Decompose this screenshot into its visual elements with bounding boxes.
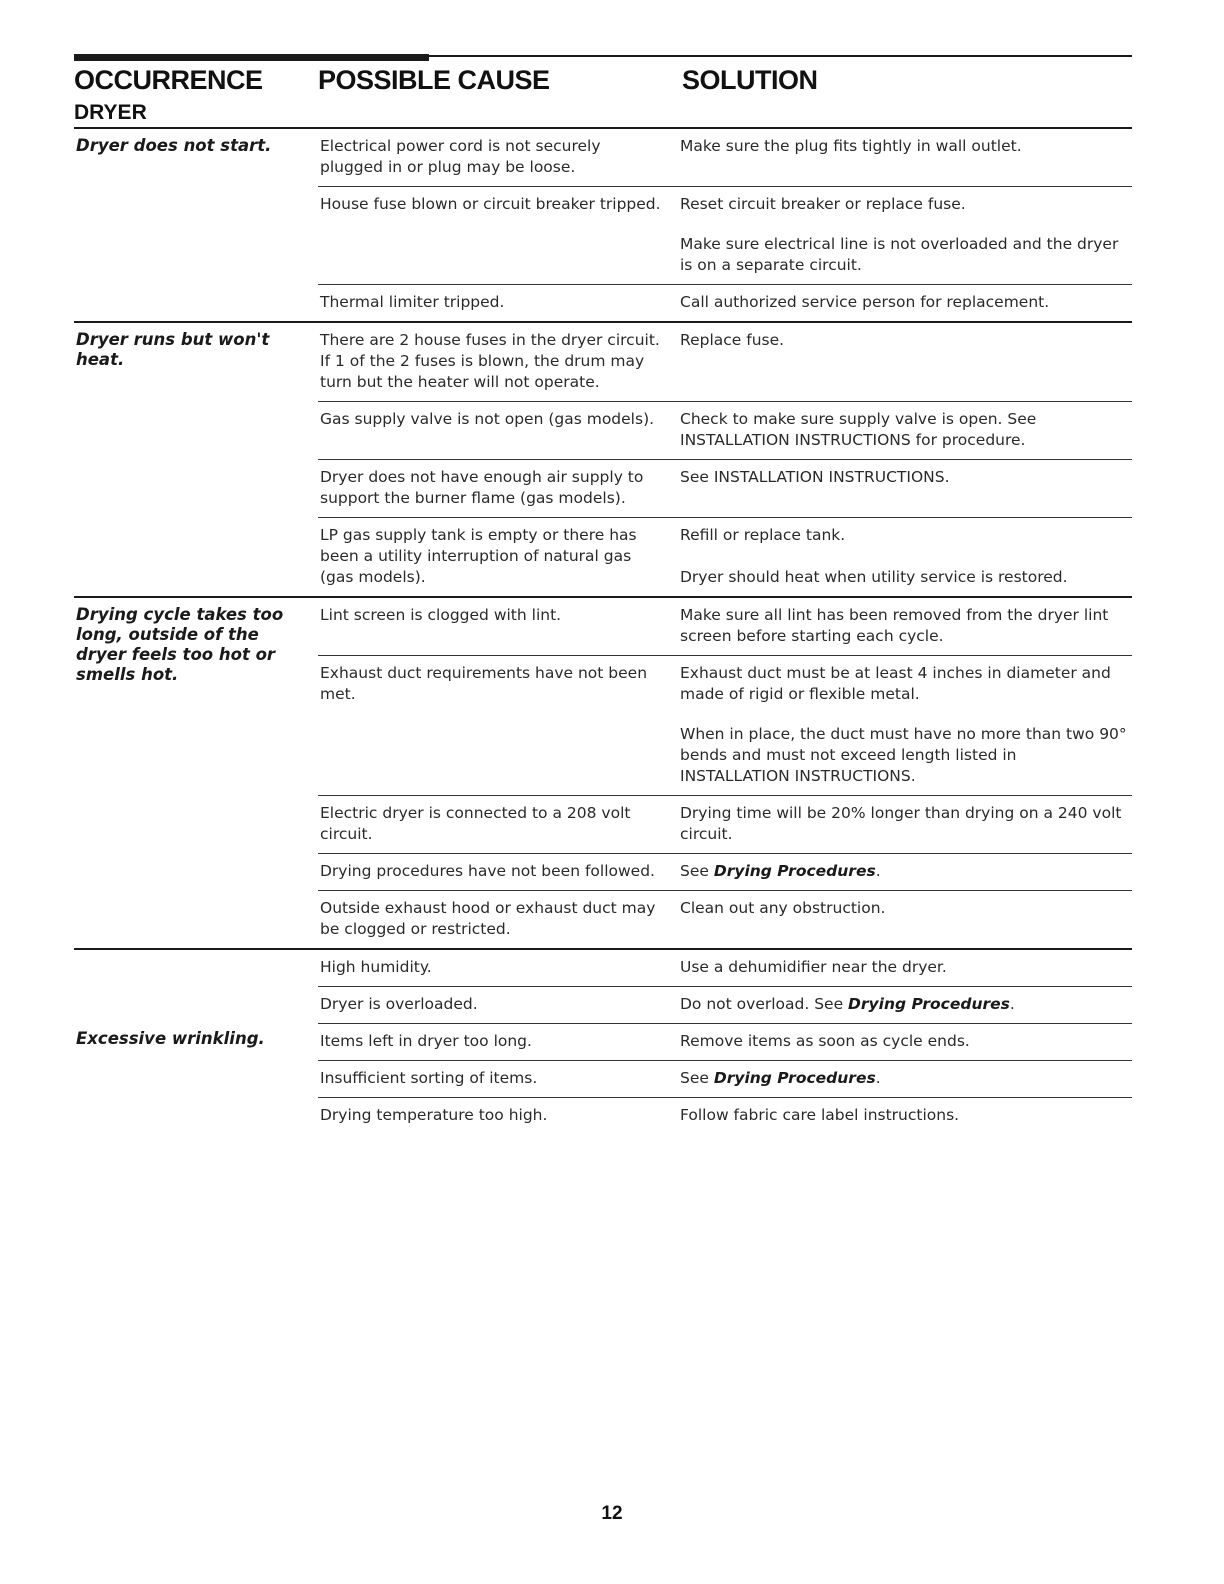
solution-cell [680, 1061, 1132, 1097]
cause-cell: Electric dryer is connected to a 208 volt circuit. [320, 804, 631, 843]
solution-prefix: Do not overload. See [680, 995, 849, 1013]
solution-suffix: . [875, 1069, 881, 1087]
cause-cell: LP gas supply tank is empty or there has been a utility interruption of natural gas (gas models). [320, 526, 637, 586]
solution-text [680, 861, 1128, 882]
troubleshooting-page [74, 54, 1132, 1134]
cause-cell: Lint screen is clogged with lint. [320, 606, 562, 624]
solution-cell [680, 891, 1132, 948]
table-row [318, 517, 1132, 596]
solution-text [680, 1068, 1128, 1089]
table-row [318, 795, 1132, 853]
occurrence-label: Dryer does not start. [76, 136, 272, 155]
solution-text: Drying time will be 20% longer than drying on a 240 volt circuit. [680, 804, 1122, 843]
cause-solution-rows [318, 323, 1132, 596]
drying-procedures-reference: Drying Procedures [848, 995, 1010, 1013]
solution-text: Use a dehumidifier near the dryer. [680, 958, 947, 976]
drying-procedures-reference: Drying Procedures [713, 862, 876, 880]
solution-text: Exhaust duct must be at least 4 inches in diameter and made of rigid or flexible metal. [680, 664, 1111, 703]
solution-cell [680, 1098, 1132, 1134]
solution-cell [680, 285, 1132, 321]
table-row [318, 1097, 1132, 1134]
header-rule [74, 54, 1132, 61]
solution-cell [680, 854, 1132, 890]
solution-text: Follow fabric care label instructions. [680, 1106, 960, 1124]
occurrence-label: Drying cycle takes too long, outside of the dryer feels too hot or smells hot. [76, 605, 284, 684]
cause-cell: Outside exhaust hood or exhaust duct may be clogged or restricted. [320, 899, 656, 938]
page-number: 12 [601, 1503, 623, 1524]
table-row [318, 323, 1132, 401]
solution-text: Check to make sure supply valve is open. See INSTALLATION INSTRUCTIONS for procedure. [680, 410, 1037, 449]
solution-text: Clean out any obstruction. [680, 899, 886, 917]
cause-cell: Thermal limiter tripped. [320, 293, 505, 311]
header-rule-thin [429, 55, 1132, 57]
solution-text: When in place, the duct must have no more than two 90° bends and must not exceed length listed in INSTALLATION INSTRUCTIONS. [680, 725, 1127, 785]
solution-cell [680, 796, 1132, 853]
cause-cell: Gas supply valve is not open (gas models). [320, 410, 655, 428]
solution-prefix: See [680, 862, 714, 880]
cause-cell: Items left in dryer too long. [320, 1032, 532, 1050]
solution-cell [680, 950, 1132, 986]
section-title: DRYER [74, 101, 147, 124]
table-row [318, 459, 1132, 517]
trouble-group-long-cycle [74, 598, 1132, 950]
solution-text: Make sure electrical line is not overloaded and the dryer is on a separate circuit. [680, 235, 1119, 274]
solution-cell [680, 656, 1132, 795]
solution-cell [680, 1024, 1132, 1060]
cause-cell: Insufficient sorting of items. [320, 1069, 538, 1087]
solution-suffix: . [875, 862, 881, 880]
solution-text: Make sure all lint has been removed from the dryer lint screen before starting each cycle. [680, 606, 1109, 645]
cause-cell: High humidity. [320, 958, 432, 976]
solution-text: Dryer should heat when utility service is restored. [680, 568, 1068, 586]
table-row [318, 598, 1132, 655]
solution-suffix: . [1009, 995, 1015, 1013]
table-row [318, 1023, 1132, 1060]
cause-cell: House fuse blown or circuit breaker tripped. [320, 195, 661, 213]
header-occurrence: OCCURRENCE [74, 65, 263, 95]
table-row [318, 1060, 1132, 1097]
header-rule-thick [74, 54, 429, 61]
table-row [318, 950, 1132, 986]
trouble-group-wrinkling [74, 950, 1132, 1134]
table-row [318, 284, 1132, 321]
table-row [318, 890, 1132, 948]
solution-text: See INSTALLATION INSTRUCTIONS. [680, 468, 950, 486]
solution-text: Remove items as soon as cycle ends. [680, 1032, 970, 1050]
solution-text: Refill or replace tank. [680, 526, 846, 544]
solution-text: Call authorized service person for replacement. [680, 293, 1050, 311]
solution-cell [680, 987, 1132, 1023]
cause-cell: There are 2 house fuses in the dryer circuit. If 1 of the 2 fuses is blown, the drum may turn but the heater will not operate. [320, 331, 660, 391]
solution-cell [680, 323, 1132, 401]
cause-cell: Dryer is overloaded. [320, 995, 478, 1013]
header-possible-cause: POSSIBLE CAUSE [318, 65, 550, 95]
column-headers [74, 61, 1132, 99]
solution-cell [680, 187, 1132, 284]
solution-cell [680, 598, 1132, 655]
cause-cell: Electrical power cord is not securely plugged in or plug may be loose. [320, 137, 601, 176]
solution-text: Replace fuse. [680, 331, 785, 349]
table-row [318, 186, 1132, 284]
solution-cell [680, 402, 1132, 459]
solution-text: Reset circuit breaker or replace fuse. [680, 195, 966, 213]
table-row [318, 853, 1132, 890]
solution-cell [680, 518, 1132, 596]
solution-cell [680, 129, 1132, 186]
table-row [318, 129, 1132, 186]
occurrence-label: Dryer runs but won't heat. [76, 330, 270, 369]
occurrence-label: Excessive wrinkling. [76, 1029, 265, 1048]
trouble-group-no-heat [74, 323, 1132, 598]
solution-cell [680, 460, 1132, 517]
cause-solution-rows [318, 950, 1132, 1134]
cause-cell: Dryer does not have enough air supply to support the burner flame (gas models). [320, 468, 644, 507]
cause-cell: Exhaust duct requirements have not been met. [320, 664, 648, 703]
table-row [318, 401, 1132, 459]
table-row [318, 986, 1132, 1023]
cause-solution-rows [318, 598, 1132, 948]
table-row [318, 655, 1132, 795]
solution-text [680, 994, 1128, 1015]
cause-cell: Drying procedures have not been followed. [320, 862, 655, 880]
cause-cell: Drying temperature too high. [320, 1106, 548, 1124]
trouble-group-no-start [74, 129, 1132, 323]
header-solution: SOLUTION [682, 65, 818, 95]
drying-procedures-reference: Drying Procedures [713, 1069, 876, 1087]
solution-prefix: See [680, 1069, 714, 1087]
solution-text: Make sure the plug fits tightly in wall outlet. [680, 137, 1022, 155]
cause-solution-rows [318, 129, 1132, 321]
